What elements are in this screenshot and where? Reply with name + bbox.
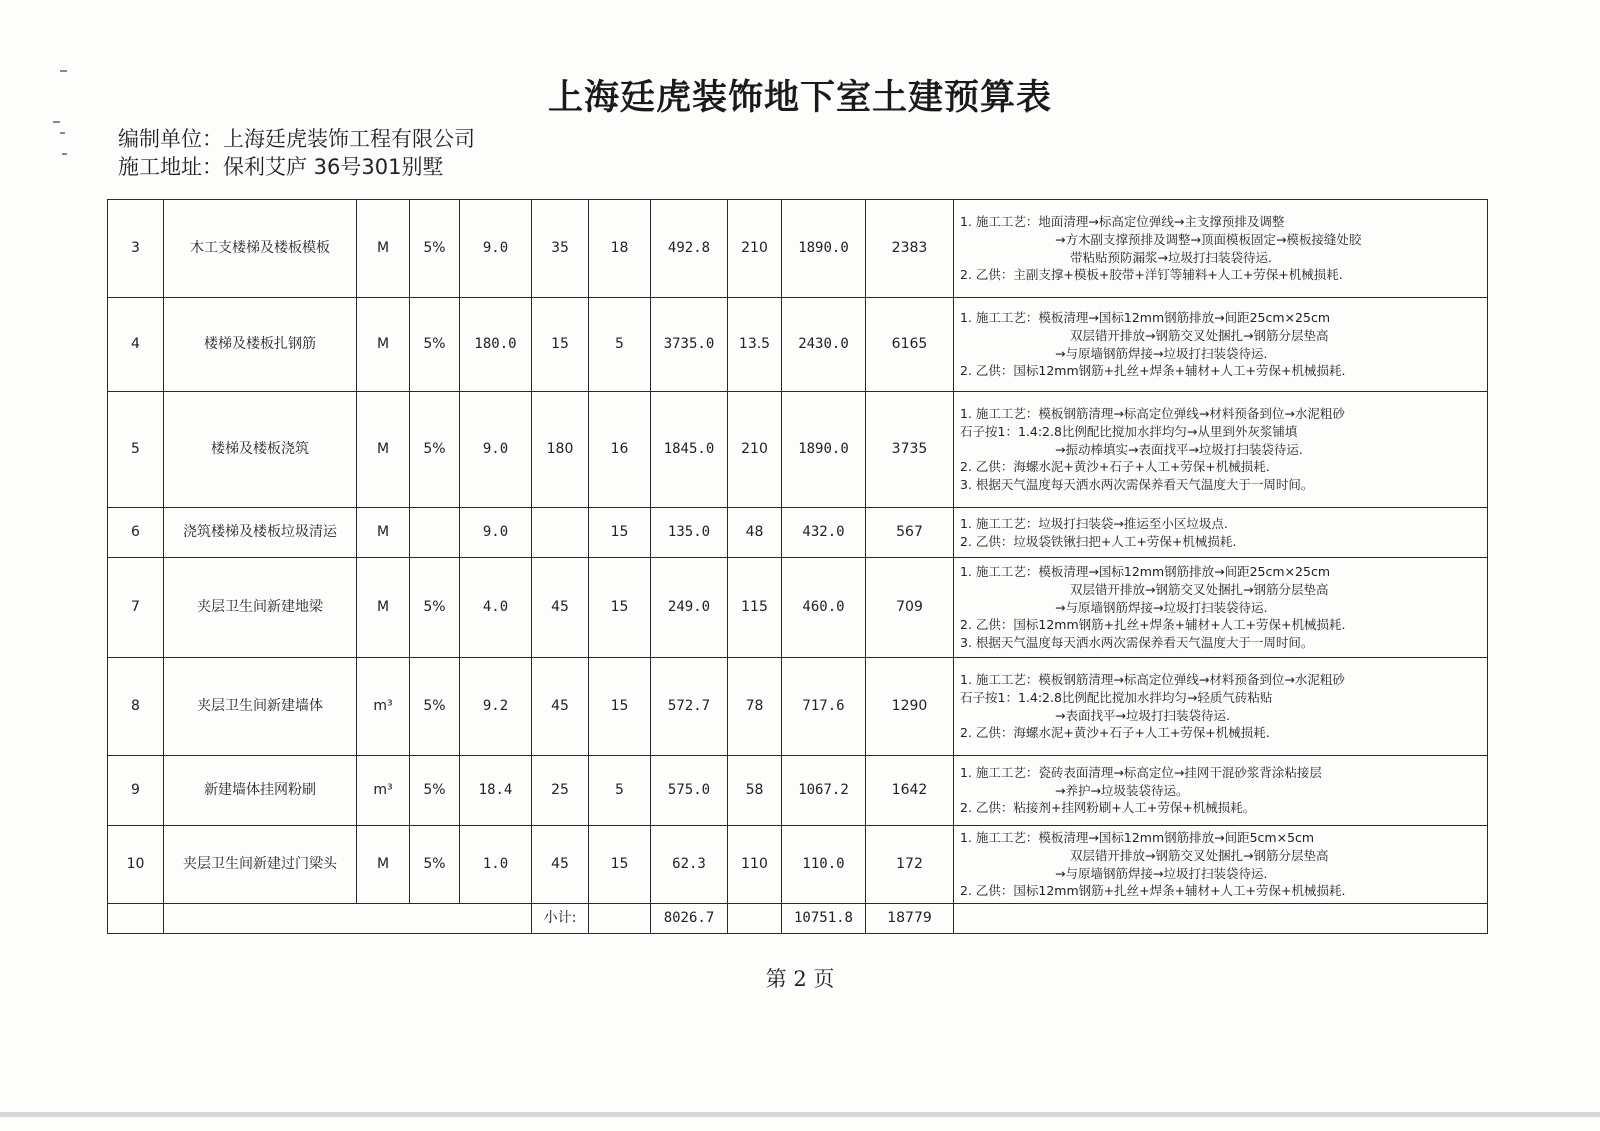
cell-material-price: 25 [532,756,589,826]
subtotal-total: 18779 [866,904,954,934]
cell-notes [954,200,1488,298]
note-line: 1. 施工工艺：模板钢筋清理→标高定位弹线→材料预备到位→水泥粗砂 [960,406,1345,422]
cell-aux-price: 15 [589,658,651,756]
note-line: 3. 根据天气温度每天洒水两次需保养看天气温度大于一周时间。 [960,477,1314,493]
cell-unit: m³ [357,756,410,826]
cell-material-total: 1845.0 [651,392,728,508]
cell-no: 9 [108,756,164,826]
note-line: 1. 施工工艺：模板清理→国标12mm钢筋排放→间距25cm×25cm [960,310,1330,325]
cell-labor-total: 1067.2 [782,756,866,826]
cell-total: 1642 [866,756,954,826]
budget-table [107,199,1488,934]
note-line: 石子按1：1.4:2.8比例配比搅加水拌均匀→轻质气砖粘贴 [960,689,1273,705]
note-line: 1. 施工工艺：模板清理→国标12mm钢筋排放→间距5cm×5cm [960,830,1315,845]
cell-unit: M [357,392,410,508]
cell-labor-price: 210 [728,200,782,298]
cell-item: 新建墙体挂网粉刷 [164,756,357,826]
subtotal-blank-labor-price [728,904,782,934]
cell-labor-total: 1890.0 [782,200,866,298]
cell-loss: 5% [410,392,460,508]
cell-material-price [532,508,589,558]
cell-labor-price: 110 [728,826,782,904]
table-row [108,392,1488,508]
cell-qty: 9.2 [460,658,532,756]
cell-unit: M [357,298,410,392]
note-line: 2. 乙供：粘接剂+挂网粉刷+人工+劳保+机械损耗。 [960,800,1256,816]
cell-notes [954,558,1488,658]
cell-material-total: 249.0 [651,558,728,658]
note-line: 1. 施工工艺：模板钢筋清理→标高定位弹线→材料预备到位→水泥粗砂 [960,672,1345,687]
cell-no: 8 [108,658,164,756]
table-row [108,558,1488,658]
table-row [108,826,1488,904]
subtotal-blank-aux [589,904,651,934]
subtotal-row [108,904,1488,934]
note-line: 1. 施工工艺：地面清理→标高定位弹线→主支撑预排及调整 [960,214,1285,229]
table-row [108,508,1488,558]
note-line: 1. 施工工艺：模板清理→国标12mm钢筋排放→间距25cm×25cm [960,564,1330,580]
cell-no: 5 [108,392,164,508]
table-body [108,200,1488,934]
cell-total: 1290 [866,658,954,756]
note-line: 3. 根据天气温度每天洒水两次需保养看天气温度大于一周时间。 [960,635,1314,651]
cell-labor-total: 1890.0 [782,392,866,508]
cell-total: 567 [866,508,954,558]
cell-total: 709 [866,558,954,658]
note-line: 2. 乙供：海螺水泥+黄沙+石子+人工+劳保+机械损耗. [960,725,1270,741]
note-line: →与原墙钢筋焊接→垃圾打扫装袋待运. [1055,865,1268,881]
page-number: 第 2 页 [765,967,835,991]
cell-loss: 5% [410,826,460,904]
cell-aux-price: 5 [589,756,651,826]
cell-loss: 5% [410,658,460,756]
cell-total: 172 [866,826,954,904]
cell-material-total: 572.7 [651,658,728,756]
cell-labor-total: 717.6 [782,658,866,756]
table-row [108,756,1488,826]
cell-labor-price: 115 [728,558,782,658]
cell-notes [954,392,1488,508]
address-label: 施工地址：保利艾庐 36号301别墅 [118,155,444,179]
cell-aux-price: 18 [589,200,651,298]
cell-qty: 4.0 [460,558,532,658]
cell-aux-price: 16 [589,392,651,508]
cell-loss: 5% [410,200,460,298]
note-line: →与原墙钢筋焊接→垃圾打扫装袋待运. [1055,599,1268,615]
subtotal-labor-total: 10751.8 [782,904,866,934]
cell-qty: 9.0 [460,508,532,558]
cell-unit: M [357,508,410,558]
cell-qty: 9.0 [460,392,532,508]
cell-material-price: 45 [532,658,589,756]
cell-material-price: 180 [532,392,589,508]
note-line: 2. 乙供：垃圾袋铁锹扫把+人工+劳保+机械损耗. [960,533,1237,549]
note-line: 2. 乙供：海螺水泥+黄沙+石子+人工+劳保+机械损耗. [960,459,1270,475]
cell-unit: M [357,558,410,658]
note-line: 2. 乙供：主副支撑+模板+胶带+洋钉等辅料+人工+劳保+机械损耗. [960,267,1343,283]
cell-material-total: 62.3 [651,826,728,904]
subtotal-blank [164,904,532,934]
cell-no: 10 [108,826,164,904]
cell-aux-price: 5 [589,298,651,392]
cell-notes [954,658,1488,756]
cell-notes [954,298,1488,392]
subtotal-blank-no [108,904,164,934]
note-line: →表面找平→垃圾打扫装袋待运. [1055,707,1230,723]
cell-unit: m³ [357,658,410,756]
note-line: 2. 乙供：国标12mm钢筋+扎丝+焊条+辅材+人工+劳保+机械损耗. [960,617,1346,633]
note-line: →振动棒填实→表面找平→垃圾打扫装袋待运. [1055,441,1303,457]
note-line: →与原墙钢筋焊接→垃圾打扫装袋待运. [1055,345,1268,361]
cell-aux-price: 15 [589,508,651,558]
cell-qty: 18.4 [460,756,532,826]
cell-aux-price: 15 [589,826,651,904]
cell-loss: 5% [410,756,460,826]
cell-qty: 9.0 [460,200,532,298]
cell-loss: 5% [410,558,460,658]
cell-labor-price: 78 [728,658,782,756]
subtotal-blank-notes [954,904,1488,934]
cell-material-total: 492.8 [651,200,728,298]
cell-item: 夹层卫生间新建墙体 [164,658,357,756]
cell-material-total: 3735.0 [651,298,728,392]
cell-total: 2383 [866,200,954,298]
company-label: 编制单位：上海廷虎装饰工程有限公司 [118,127,475,151]
cell-notes [954,826,1488,904]
note-line: 2. 乙供：国标12mm钢筋+扎丝+焊条+辅材+人工+劳保+机械损耗. [960,883,1346,899]
note-line: →养护→垃圾装袋待运。 [1055,782,1189,798]
note-line: 双层错开排放→钢筋交叉处捆扎→钢筋分层垫高 [1070,327,1329,343]
note-line: 2. 乙供：国标12mm钢筋+扎丝+焊条+辅材+人工+劳保+机械损耗. [960,363,1346,379]
document-title: 上海廷虎装饰地下室土建预算表 [547,78,1052,118]
note-line: 带粘贴预防漏浆→垃圾打扫装袋待运. [1070,249,1272,265]
cell-notes [954,508,1488,558]
cell-total: 3735 [866,392,954,508]
cell-qty: 1.0 [460,826,532,904]
cell-item: 木工支楼梯及楼板模板 [164,200,357,298]
note-line: 双层错开排放→钢筋交叉处捆扎→钢筋分层垫高 [1070,847,1329,863]
note-line: 1. 施工工艺：垃圾打扫装袋→推运至小区垃圾点. [960,515,1228,531]
table-row [108,658,1488,756]
cell-total: 6165 [866,298,954,392]
cell-loss [410,508,460,558]
cell-loss: 5% [410,298,460,392]
cell-item: 浇筑楼梯及楼板垃圾清运 [164,508,357,558]
note-line: 1. 施工工艺：瓷砖表面清理→标高定位→挂网干混砂浆背涂粘接层 [960,764,1322,780]
note-line: 双层错开排放→钢筋交叉处捆扎→钢筋分层垫高 [1070,581,1329,597]
cell-material-price: 45 [532,826,589,904]
cell-item: 楼梯及楼板浇筑 [164,392,357,508]
cell-no: 3 [108,200,164,298]
cell-no: 6 [108,508,164,558]
cell-aux-price: 15 [589,558,651,658]
cell-item: 夹层卫生间新建地梁 [164,558,357,658]
cell-material-price: 45 [532,558,589,658]
cell-labor-total: 460.0 [782,558,866,658]
subtotal-material-total: 8026.7 [651,904,728,934]
cell-labor-price: 48 [728,508,782,558]
cell-material-price: 15 [532,298,589,392]
cell-labor-price: 13.5 [728,298,782,392]
cell-labor-total: 2430.0 [782,298,866,392]
cell-labor-price: 210 [728,392,782,508]
cell-material-total: 575.0 [651,756,728,826]
cell-material-total: 135.0 [651,508,728,558]
table-row [108,298,1488,392]
cell-qty: 180.0 [460,298,532,392]
cell-labor-total: 432.0 [782,508,866,558]
cell-material-price: 35 [532,200,589,298]
cell-unit: M [357,826,410,904]
subtotal-label: 小计: [532,904,589,934]
cell-labor-total: 110.0 [782,826,866,904]
cell-no: 4 [108,298,164,392]
cell-item: 夹层卫生间新建过门梁头 [164,826,357,904]
cell-item: 楼梯及楼板扎钢筋 [164,298,357,392]
note-line: →方木副支撑预排及调整→顶面模板固定→模板接缝处胶 [1055,231,1362,247]
table-row [108,200,1488,298]
note-line: 石子按1：1.4:2.8比例配比搅加水拌均匀→从里到外灰浆铺填 [960,423,1298,439]
cell-unit: M [357,200,410,298]
scan-edge [0,1112,1600,1117]
cell-labor-price: 58 [728,756,782,826]
cell-notes [954,756,1488,826]
cell-no: 7 [108,558,164,658]
